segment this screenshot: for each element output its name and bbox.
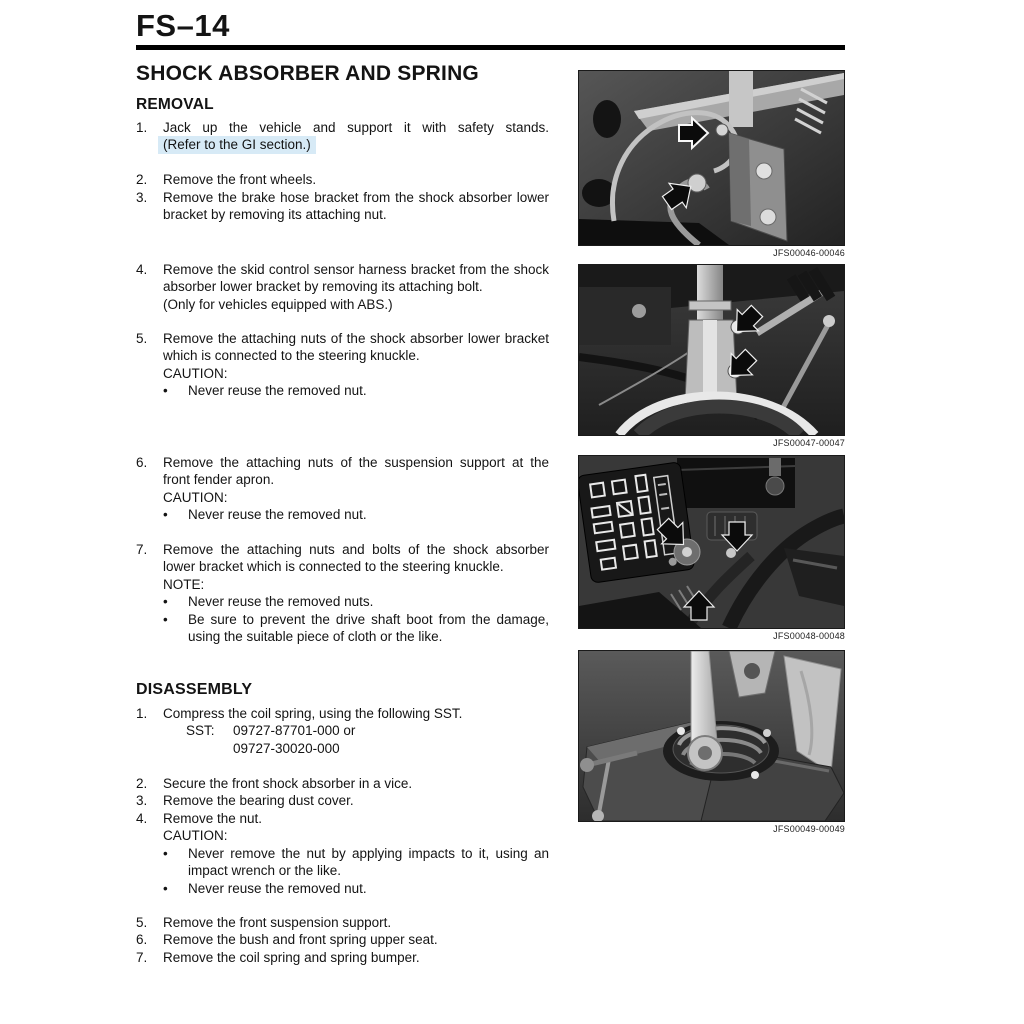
step-text: Remove the nut. xyxy=(163,811,263,826)
figure-1-photo xyxy=(578,70,845,246)
bullet-text: Never reuse the removed nut. xyxy=(188,507,367,523)
figure-3 xyxy=(578,455,845,641)
advisory-label: CAUTION: xyxy=(163,365,228,381)
paren-note: (Only for vehicles equipped with ABS.) xyxy=(163,296,393,312)
step-number: 6. xyxy=(136,932,148,947)
figure-1-caption: JFS00046-00046 xyxy=(773,248,845,258)
step-number: 2. xyxy=(136,172,148,187)
step-number: 7. xyxy=(136,950,148,965)
header-rule xyxy=(136,45,845,50)
step-text: Remove the skid control sensor harness bracket from the shock absorber lower bracket by removing its attaching bolt. xyxy=(163,262,549,295)
sst-values xyxy=(233,722,549,757)
step-body xyxy=(163,330,549,400)
step-text: Remove the bearing dust cover. xyxy=(163,793,354,808)
sst-label: SST: xyxy=(186,723,215,739)
advisory-bullet xyxy=(163,506,549,523)
step-body xyxy=(163,261,549,313)
bullet-glyph: • xyxy=(163,611,168,627)
disassembly-step-6 xyxy=(136,931,549,948)
step-body xyxy=(163,705,549,757)
advisory-bullet xyxy=(163,382,549,399)
figure-3-photo xyxy=(578,455,845,629)
step-text: Jack up the vehicle and support it with safety stands. xyxy=(163,120,549,135)
sst-number: 09727-30020-000 xyxy=(233,740,340,756)
step-text: Remove the brake hose bracket from the shock absorber lower bracket by removing its attaching nut. xyxy=(163,190,549,223)
advisory-label: CAUTION: xyxy=(163,489,228,505)
figure-4-caption: JFS00049-00049 xyxy=(773,824,845,834)
bullet-text: Never reuse the removed nut. xyxy=(188,383,367,399)
figure-1 xyxy=(578,70,845,258)
disassembly-step-1 xyxy=(136,705,549,757)
bullet-text: Never reuse the removed nut. xyxy=(188,880,367,896)
figure-2-caption: JFS00047-00047 xyxy=(773,438,845,448)
removal-step-2 xyxy=(136,171,549,188)
step-text: Remove the front suspension support. xyxy=(163,915,392,930)
section-heading-disassembly: DISASSEMBLY xyxy=(136,681,253,698)
disassembly-step-5 xyxy=(136,914,549,931)
disassembly-step-2 xyxy=(136,775,549,792)
sst-number: 09727-87701-000 or xyxy=(233,723,356,739)
highlighted-reference: (Refer to the GI section.) xyxy=(158,136,316,153)
page-number: FS–14 xyxy=(136,8,230,43)
step-number: 5. xyxy=(136,915,148,930)
removal-step-3 xyxy=(136,189,549,224)
page-title: SHOCK ABSORBER AND SPRING xyxy=(136,62,479,85)
bullet-glyph: • xyxy=(163,594,168,610)
sst-row xyxy=(186,722,549,757)
step-number: 4. xyxy=(136,262,148,277)
advisory-bullet xyxy=(163,593,549,610)
step-number: 2. xyxy=(136,776,148,791)
bullet-glyph: • xyxy=(163,383,168,399)
step-body xyxy=(163,541,549,645)
figure-4-photo xyxy=(578,650,845,822)
removal-step-7 xyxy=(136,541,549,645)
step-text: Remove the attaching nuts and bolts of the shock absorber lower bracket which is connected to the steering knuckle. xyxy=(163,542,549,575)
advisory-bullet xyxy=(163,845,549,880)
figure-4 xyxy=(578,650,845,834)
step-text: Compress the coil spring, using the following SST. xyxy=(163,706,463,721)
step-number: 6. xyxy=(136,455,148,470)
step-number: 3. xyxy=(136,793,148,808)
advisory-bullet xyxy=(163,611,549,646)
step-number: 7. xyxy=(136,542,148,557)
removal-step-4 xyxy=(136,261,549,313)
advisory-label: CAUTION: xyxy=(163,828,228,844)
disassembly-step-7 xyxy=(136,949,549,966)
step-number: 3. xyxy=(136,190,148,205)
step-number: 1. xyxy=(136,120,148,135)
step-body xyxy=(163,119,549,154)
step-text: Remove the attaching nuts of the shock absorber lower bracket which is connected to the steering knuckle. xyxy=(163,331,549,364)
bullet-text: Be sure to prevent the drive shaft boot from the damage, using the suitable piece of cloth or the like. xyxy=(188,611,549,645)
figure-3-caption: JFS00048-00048 xyxy=(773,631,845,641)
disassembly-step-3 xyxy=(136,792,549,809)
step-text: Remove the attaching nuts of the suspension support at the front fender apron. xyxy=(163,455,549,488)
step-text: Secure the front shock absorber in a vice. xyxy=(163,776,413,791)
bullet-text: Never remove the nut by applying impacts to it, using an impact wrench or the like. xyxy=(188,845,549,879)
bullet-glyph: • xyxy=(163,507,168,523)
figure-2 xyxy=(578,264,845,448)
bullet-glyph: • xyxy=(163,845,168,861)
removal-step-6 xyxy=(136,454,549,524)
step-number: 4. xyxy=(136,811,148,826)
disassembly-step-4 xyxy=(136,810,549,897)
step-body xyxy=(163,810,549,897)
removal-step-1 xyxy=(136,119,549,154)
step-text: Remove the front wheels. xyxy=(163,172,317,187)
advisory-bullet xyxy=(163,880,549,897)
bullet-glyph: • xyxy=(163,880,168,896)
step-text: Remove the coil spring and spring bumper. xyxy=(163,950,420,965)
step-body xyxy=(163,454,549,524)
step-text: Remove the bush and front spring upper seat. xyxy=(163,932,438,947)
step-number: 1. xyxy=(136,706,148,721)
step-number: 5. xyxy=(136,331,148,346)
advisory-label: NOTE: xyxy=(163,576,205,592)
figure-2-photo xyxy=(578,264,845,436)
bullet-text: Never reuse the removed nuts. xyxy=(188,594,374,610)
section-heading-removal: REMOVAL xyxy=(136,96,214,113)
removal-step-5 xyxy=(136,330,549,400)
